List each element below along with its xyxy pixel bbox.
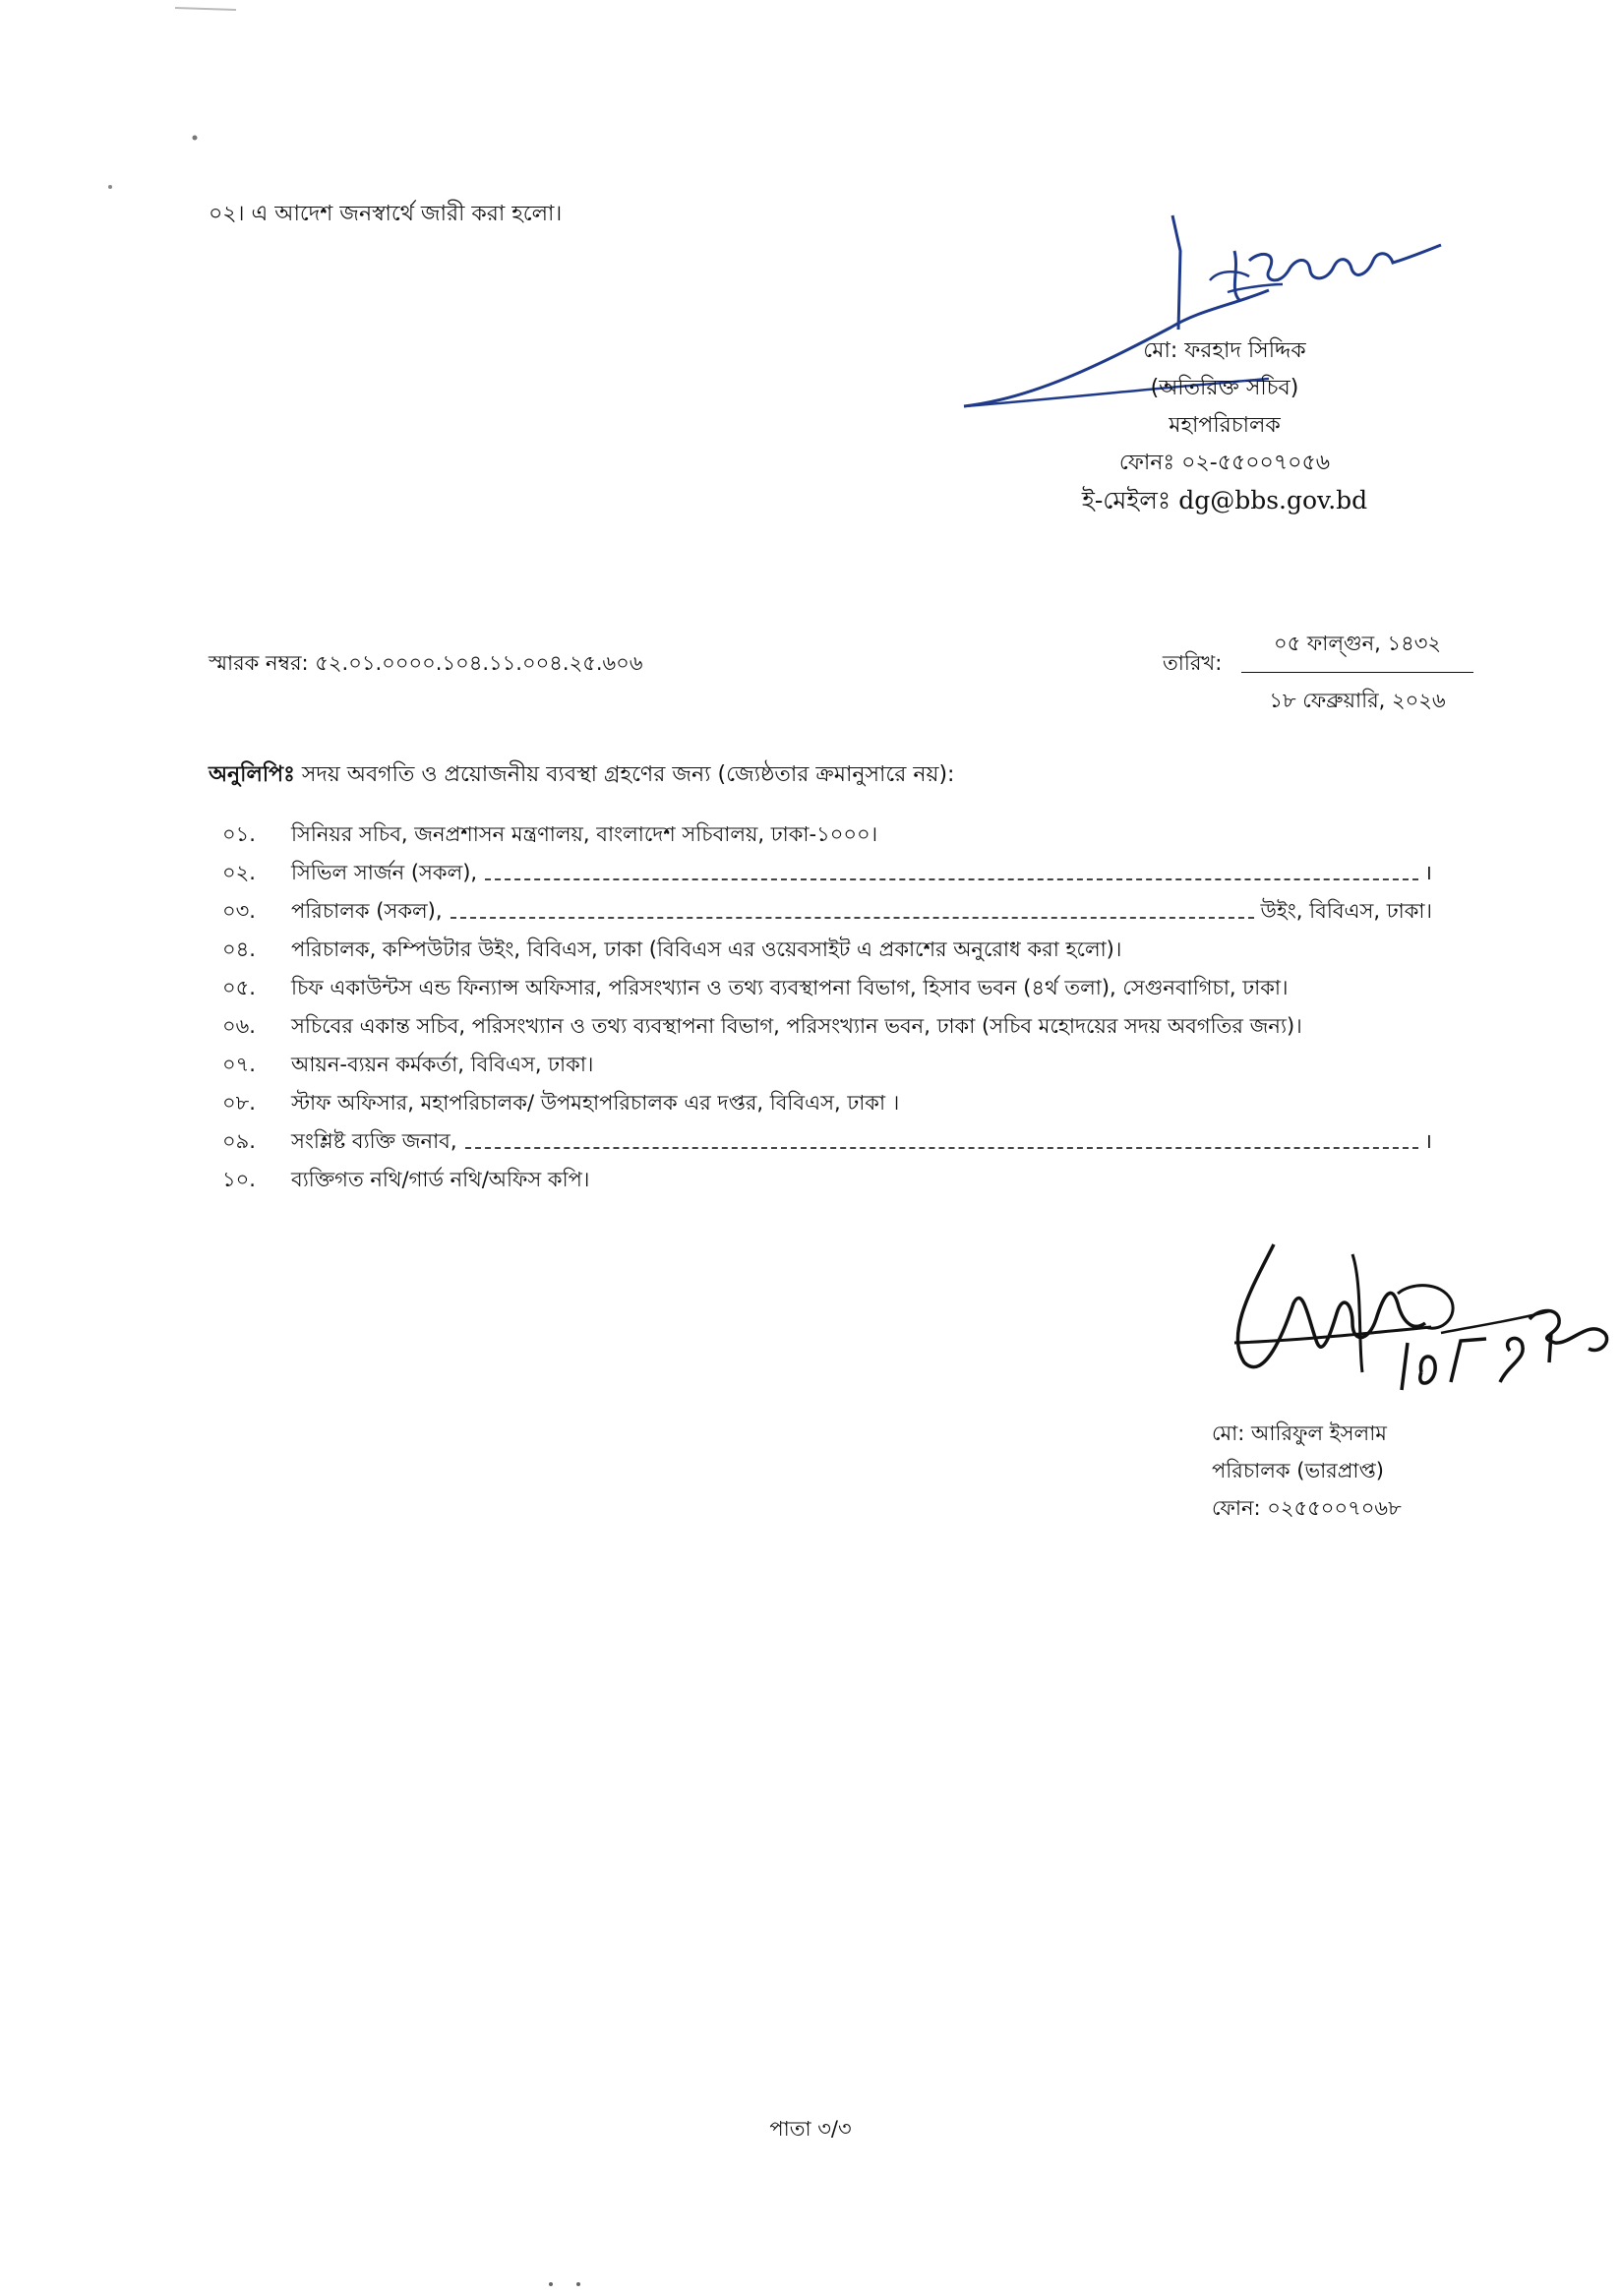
blank-fill-line <box>485 857 1418 880</box>
blank-fill-line <box>450 895 1255 919</box>
copy-to-intro: সদয় অবগতি ও প্রয়োজনীয় ব্যবস্থা গ্রহণের জন্য (জ্যেষ্ঠতার ক্রমানুসারে নয়): <box>301 762 955 787</box>
item-text: চিফ একাউন্টস এন্ড ফিন্যান্স অফিসার, পরিসংখ্যান ও তথ্য ব্যবস্থাপনা বিভাগ, হিসাব ভবন (৪র্থ তলা), সেগুনবাগিচা, ঢাকা। <box>291 976 1289 999</box>
item-text: সিভিল সার্জন (সকল), <box>291 861 478 884</box>
list-item <box>222 1125 1432 1158</box>
signatory-2-designation: পরিচালক (ভারপ্রাপ্ত) <box>1212 1459 1384 1482</box>
list-item <box>222 934 1432 966</box>
signatory-block-1 <box>1062 332 1387 519</box>
item-number: ০৯. <box>222 1129 256 1153</box>
item-tail: উইং, বিবিএস, ঢাকা। <box>1260 899 1432 923</box>
item-number: ০২. <box>222 861 256 884</box>
order-statement: ০২। এ আদেশ জনস্বার্থে জারী করা হলো। <box>209 202 563 226</box>
item-number: ০১. <box>222 822 256 846</box>
blank-fill-line <box>465 1125 1419 1149</box>
item-text: সিনিয়র সচিব, জনপ্রশাসন মন্ত্রণালয়, বাংলাদেশ সচিবালয়, ঢাকা-১০০০। <box>291 822 878 846</box>
signatory-1-phone: ফোনঃ ০২-৫৫০০৭০৫৬ <box>1118 451 1331 475</box>
list-item <box>222 1164 1432 1196</box>
list-item <box>222 972 1432 1004</box>
list-item <box>222 1049 1432 1081</box>
signatory-2-phone: ফোন: ০২৫৫০০৭০৬৮ <box>1212 1496 1402 1520</box>
date-bengali: ০৫ ফাল্গুন, ১৪৩২ <box>1241 628 1473 673</box>
item-number: ০৩. <box>222 899 256 923</box>
memo-number: স্মারক নম্বর: ৫২.০১.০০০০.১০৪.১১.০০৪.২৫.৬০৬ <box>209 651 643 675</box>
list-item <box>222 857 1432 889</box>
signatory-block-2 <box>1212 1415 1402 1527</box>
item-fill-line <box>291 1125 1432 1158</box>
item-number: ০৫. <box>222 976 256 999</box>
date-block <box>1241 628 1473 719</box>
item-fill-line <box>291 895 1432 928</box>
list-item <box>222 895 1432 928</box>
item-text: ব্যক্তিগত নথি/গার্ড নথি/অফিস কপি। <box>291 1168 590 1191</box>
signatory-1-email: ই-মেইলঃ dg@bbs.gov.bd <box>1081 486 1368 514</box>
signatory-1-designation: মহাপরিচালক <box>1169 413 1281 438</box>
copy-to-label: অনুলিপিঃ <box>209 762 295 787</box>
signatory-1-rank: (অতিরিক্ত সচিব) <box>1150 376 1299 400</box>
item-fill-line <box>291 857 1432 889</box>
item-number: ০৪. <box>222 937 256 961</box>
list-item <box>222 1010 1432 1043</box>
list-item <box>222 1087 1432 1119</box>
item-number: ১০. <box>222 1168 256 1191</box>
signatory-1-name: মো: ফরহাদ সিদ্দিক <box>1143 338 1306 363</box>
item-number: ০৬. <box>222 1014 256 1038</box>
copy-to-list <box>222 818 1432 1202</box>
item-text: সংশ্লিষ্ট ব্যক্তি জনাব, <box>291 1129 457 1153</box>
date-gregorian: ১৮ ফেব্রুয়ারি, ২০২৬ <box>1269 689 1446 712</box>
list-item <box>222 818 1432 851</box>
item-text: পরিচালক (সকল), <box>291 899 443 923</box>
item-tail: । <box>1424 861 1432 884</box>
item-text: স্টাফ অফিসার, মহাপরিচালক/ উপমহাপরিচালক এর দপ্তর, বিবিএস, ঢাকা । <box>291 1091 900 1115</box>
copy-to-heading <box>209 757 954 794</box>
item-tail: । <box>1424 1129 1432 1153</box>
item-number: ০৮. <box>222 1091 256 1115</box>
page-number: পাতা ৩/৩ <box>769 2117 852 2141</box>
item-text: আয়ন-ব্যয়ন কর্মকর্তা, বিবিএস, ঢাকা। <box>291 1053 594 1076</box>
date-label: তারিখ: <box>1163 651 1223 675</box>
item-number: ০৭. <box>222 1053 256 1076</box>
item-text: সচিবের একান্ত সচিব, পরিসংখ্যান ও তথ্য ব্যবস্থাপনা বিভাগ, পরিসংখ্যান ভবন, ঢাকা (সচিব মহোদয়ের সদয় অবগতির জন্য)। <box>291 1014 1302 1038</box>
signature-director <box>1215 1225 1618 1421</box>
signatory-2-name: মো: আরিফুল ইসলাম <box>1212 1421 1387 1445</box>
item-text: পরিচালক, কম্পিউটার উইং, বিবিএস, ঢাকা (বিবিএস এর ওয়েবসাইট এ প্রকাশের অনুরোধ করা হলো)। <box>291 937 1122 961</box>
